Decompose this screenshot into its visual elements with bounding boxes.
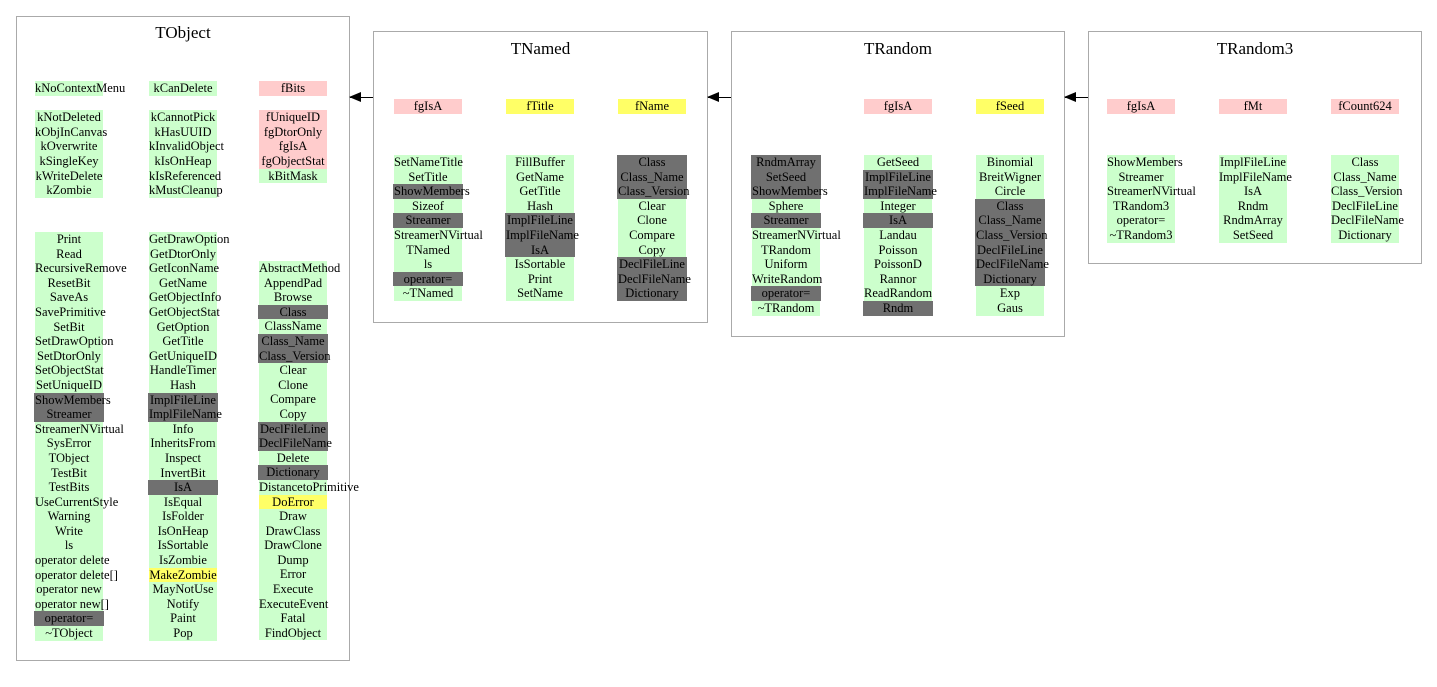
member-function: RndmArray	[751, 155, 821, 170]
member-function: operator=	[393, 272, 463, 287]
member-function: DeclFileLine	[258, 422, 328, 437]
member-function: StreamerNVirtual	[394, 227, 483, 242]
member-function: Class_Name	[1331, 170, 1399, 185]
data-member: fUniqueID	[259, 110, 327, 125]
member-group	[133, 232, 233, 641]
member-function: DistancetoPrimitive	[259, 479, 359, 494]
member-function: IsFolder	[149, 509, 217, 524]
member-function: Streamer	[34, 407, 104, 422]
member-function: SetName	[506, 286, 574, 301]
member-group	[19, 81, 126, 198]
member-function: TRandom3	[1107, 199, 1175, 214]
member-function: GetOption	[149, 320, 217, 335]
member-function: InvertBit	[149, 466, 217, 481]
data-member: fgIsA	[864, 99, 932, 114]
data-member: fSeed	[976, 99, 1044, 114]
member-function: SetDtorOnly	[35, 349, 103, 364]
member-function: Clear	[259, 363, 327, 378]
member-function: GetTitle	[149, 334, 217, 349]
member-function: IsA	[505, 243, 575, 258]
member-group	[848, 99, 948, 114]
member-function: RndmArray	[1219, 213, 1287, 228]
member-function: StreamerNVirtual	[1107, 184, 1196, 199]
member-function: Copy	[618, 243, 686, 258]
member-function: Clear	[618, 199, 686, 214]
inheritance-arrow	[350, 97, 373, 98]
member-function: GetObjectInfo	[149, 290, 222, 305]
member-function: kSingleKey	[35, 154, 103, 169]
class-box-tobject	[16, 16, 359, 661]
data-member: MakeZombie	[149, 567, 217, 582]
member-function: AppendPad	[259, 276, 327, 291]
data-member: fgIsA	[1107, 99, 1175, 114]
member-function: Gaus	[976, 301, 1044, 316]
member-function: kObjInCanvas	[35, 124, 108, 139]
member-group	[490, 155, 590, 301]
member-group	[736, 99, 836, 114]
member-function: IsA	[148, 480, 218, 495]
member-function: operator=	[34, 611, 104, 626]
member-function: SetDrawOption	[35, 334, 114, 349]
member-function: PoissonD	[864, 257, 932, 272]
member-function: kOverwrite	[35, 139, 103, 154]
member-function: IsSortable	[149, 538, 217, 553]
member-function: ImplFileName	[1219, 169, 1292, 184]
member-function: Inspect	[149, 451, 217, 466]
member-function: Hash	[149, 378, 217, 393]
member-function: operator new[]	[35, 596, 109, 611]
member-group	[1091, 155, 1196, 243]
member-function: TRandom	[752, 243, 820, 258]
member-function: Streamer	[1107, 170, 1175, 185]
member-group	[1091, 99, 1191, 114]
data-member: fgObjectStat	[259, 154, 327, 169]
member-function: Streamer	[751, 213, 821, 228]
member-function: SetTitle	[394, 170, 462, 185]
member-function: GetIconName	[149, 261, 220, 276]
member-function: Class	[617, 155, 687, 170]
member-function: IsA	[1219, 184, 1287, 199]
member-function: DrawClass	[259, 524, 327, 539]
member-function: Info	[149, 422, 217, 437]
member-function: IsOnHeap	[149, 524, 217, 539]
member-function: Paint	[149, 611, 217, 626]
data-member: fMt	[1219, 99, 1287, 114]
member-function: WriteRandom	[752, 271, 823, 286]
member-function: ~TNamed	[394, 286, 462, 301]
member-function: IsSortable	[506, 257, 574, 272]
member-function: DeclFileLine	[617, 257, 687, 272]
member-function: Class_Name	[975, 213, 1045, 228]
member-function: Compare	[618, 228, 686, 243]
member-function: SavePrimitive	[35, 304, 106, 319]
member-function: ResetBit	[35, 276, 103, 291]
member-function: Class	[1331, 155, 1399, 170]
member-function: ~TObject	[35, 626, 103, 641]
member-function: FillBuffer	[506, 155, 574, 170]
member-function: Binomial	[976, 155, 1044, 170]
data-member: fCount624	[1331, 99, 1399, 114]
data-member: DoError	[259, 495, 327, 510]
member-function: Print	[506, 272, 574, 287]
member-function: DeclFileLine	[975, 243, 1045, 258]
class-box-trandom	[731, 31, 1065, 337]
member-group	[490, 99, 590, 114]
member-group	[378, 155, 483, 301]
member-group	[1315, 99, 1415, 114]
member-function: Sizeof	[394, 199, 462, 214]
member-function: ImplFileLine	[1220, 155, 1286, 169]
member-function: ClassName	[259, 319, 327, 334]
member-function: StreamerNVirtual	[35, 421, 124, 436]
member-function: Class_Version	[1331, 184, 1403, 199]
member-function: kNotDeleted	[35, 110, 103, 125]
member-function: Uniform	[752, 257, 820, 272]
member-function: Sphere	[752, 199, 820, 214]
member-function	[752, 99, 820, 114]
member-function: Class_Name	[617, 170, 687, 185]
member-function: DeclFileLine	[1332, 198, 1398, 213]
member-function: Exp	[976, 286, 1044, 301]
member-function: GetUniqueID	[149, 348, 218, 363]
member-function: DeclFileName	[1331, 213, 1404, 228]
member-function: operator=	[1107, 213, 1175, 228]
member-function: kNoContextMenu	[35, 81, 126, 95]
member-function: ImplFileLine	[148, 393, 218, 408]
member-group	[1203, 99, 1303, 114]
member-function: ImplFileLine	[863, 170, 933, 185]
member-function: ReadRandom	[864, 286, 933, 301]
member-function: GetTitle	[506, 184, 574, 199]
member-function: kBitMask	[259, 169, 327, 184]
member-function: GetName	[506, 170, 574, 185]
member-function: IsZombie	[149, 553, 217, 568]
member-function: SysError	[35, 436, 103, 451]
member-group	[602, 155, 702, 301]
member-function: Write	[35, 524, 103, 539]
member-function: Clone	[259, 378, 327, 393]
member-function: Dictionary	[1331, 228, 1399, 243]
data-member: fBits	[259, 81, 327, 96]
member-function: Read	[35, 247, 103, 262]
member-function: SetObjectStat	[35, 363, 104, 378]
member-function: operator delete[]	[35, 567, 118, 582]
member-function: Rannor	[864, 272, 932, 287]
member-function: kIsReferenced	[149, 168, 222, 183]
member-group	[736, 155, 841, 316]
member-function: Copy	[259, 407, 327, 422]
member-function: Poisson	[864, 243, 932, 258]
member-function: UseCurrentStyle	[35, 494, 119, 509]
member-function: ls	[394, 257, 462, 272]
member-function: ImplFileName	[864, 184, 937, 199]
member-function: GetSeed	[864, 155, 932, 170]
member-function: Rndm	[1219, 199, 1287, 214]
member-function: TestBits	[35, 480, 103, 495]
member-function: SetUniqueID	[36, 377, 102, 392]
member-function: Execute	[259, 582, 327, 597]
member-function: kInvalidObject	[149, 139, 224, 154]
member-function: ~TRandom	[752, 301, 820, 316]
member-function: operator delete	[35, 553, 110, 568]
member-function: operator=	[751, 286, 821, 301]
member-function: Class_Version	[618, 184, 690, 199]
member-function: Class_Version	[259, 348, 331, 363]
member-function: StreamerNVirtual	[752, 227, 841, 242]
member-function: ImplFileName	[149, 407, 222, 422]
data-member: fTitle	[506, 99, 574, 114]
member-function: kWriteDelete	[35, 168, 103, 183]
member-function: Dictionary	[975, 272, 1045, 287]
member-function: Class	[975, 199, 1045, 214]
member-function: GetDrawOption	[149, 232, 230, 246]
member-function: TestBit	[35, 466, 103, 481]
member-function: Delete	[259, 451, 327, 466]
member-function: Dictionary	[258, 465, 328, 480]
member-function: ExecuteEvent	[259, 596, 329, 611]
member-function: Integer	[864, 199, 932, 214]
member-function: Hash	[506, 199, 574, 214]
member-function: Pop	[149, 626, 217, 641]
member-function: GetDtorOnly	[150, 246, 216, 261]
member-function: Draw	[259, 509, 327, 524]
member-function: Clone	[618, 213, 686, 228]
member-function: SetBit	[35, 320, 103, 335]
member-function: kMustCleanup	[149, 183, 223, 198]
member-function: Dictionary	[617, 286, 687, 301]
member-function: operator new	[36, 582, 102, 597]
member-function: GetObjectStat	[149, 304, 220, 319]
member-function: IsA	[863, 213, 933, 228]
inheritance-arrow	[708, 97, 731, 98]
class-box-trandom3	[1088, 31, 1422, 264]
member-group	[602, 99, 702, 114]
member-function: kZombie	[35, 183, 103, 198]
member-function: TObject	[35, 451, 103, 466]
member-function: kHasUUID	[149, 125, 217, 140]
member-function: SaveAs	[35, 290, 103, 305]
member-function: ShowMembers	[752, 184, 828, 199]
member-function: SetSeed	[1219, 228, 1287, 243]
member-function: DeclFileName	[618, 271, 691, 286]
member-function: kCannotPick	[150, 110, 216, 125]
member-function: Fatal	[259, 611, 327, 626]
member-function: Streamer	[393, 213, 463, 228]
member-group	[1315, 155, 1415, 243]
member-function: ShowMembers	[394, 184, 470, 199]
class-title: TObject	[155, 23, 211, 42]
data-member: fgIsA	[259, 139, 327, 154]
member-function: Warning	[35, 509, 103, 524]
member-function: Landau	[864, 228, 932, 243]
data-member: fgDtorOnly	[259, 125, 327, 140]
member-function: ImplFileLine	[505, 213, 575, 228]
member-function: ~TRandom3	[1107, 228, 1175, 243]
member-function: Print	[35, 232, 103, 247]
member-function: Compare	[259, 392, 327, 407]
member-function: DeclFileName	[259, 436, 332, 451]
member-function: ls	[35, 538, 103, 553]
member-function: ShowMembers	[35, 392, 111, 407]
data-member: fgIsA	[394, 99, 462, 114]
member-function: SetSeed	[751, 170, 821, 185]
class-title: TRandom3	[1216, 39, 1294, 58]
member-function: kIsOnHeap	[149, 154, 217, 169]
member-function: Error	[259, 567, 327, 582]
member-function: DrawClone	[259, 538, 327, 553]
member-function: Class_Name	[258, 334, 328, 349]
member-group	[848, 155, 948, 316]
member-function: IsEqual	[149, 495, 217, 510]
member-function: Dump	[259, 553, 327, 568]
member-group	[378, 99, 478, 114]
member-function: Class_Version	[976, 227, 1048, 242]
member-function: Notify	[149, 597, 217, 612]
member-function: Class	[258, 305, 328, 320]
class-box-tnamed	[373, 31, 708, 323]
member-group	[243, 261, 359, 640]
member-function: Circle	[976, 184, 1044, 199]
member-function: HandleTimer	[149, 363, 217, 378]
member-group	[960, 99, 1060, 114]
member-function: BreitWigner	[976, 170, 1044, 185]
data-member: fName	[618, 99, 686, 114]
member-function: kCanDelete	[149, 81, 217, 96]
member-function: DeclFileName	[976, 257, 1049, 272]
member-group	[243, 81, 343, 183]
member-function: ShowMembers	[1107, 155, 1183, 169]
member-function: Browse	[259, 290, 327, 305]
class-title: TNamed	[510, 39, 571, 58]
member-group	[1203, 155, 1303, 243]
member-function: FindObject	[259, 626, 327, 641]
member-function: InheritsFrom	[150, 436, 216, 451]
member-function: TNamed	[394, 243, 462, 258]
member-function: Rndm	[863, 301, 933, 316]
member-group	[19, 232, 127, 641]
member-group	[960, 155, 1060, 316]
member-function: RecursiveRemove	[35, 261, 127, 276]
member-group	[133, 81, 233, 198]
inheritance-arrow	[1065, 97, 1088, 98]
class-title: TRandom	[864, 39, 932, 58]
member-function: ImplFileName	[506, 227, 579, 242]
member-function: AbstractMethod	[259, 261, 341, 275]
member-function: SetNameTitle	[394, 155, 463, 169]
member-function: GetName	[149, 276, 217, 291]
member-function: MayNotUse	[149, 582, 217, 597]
